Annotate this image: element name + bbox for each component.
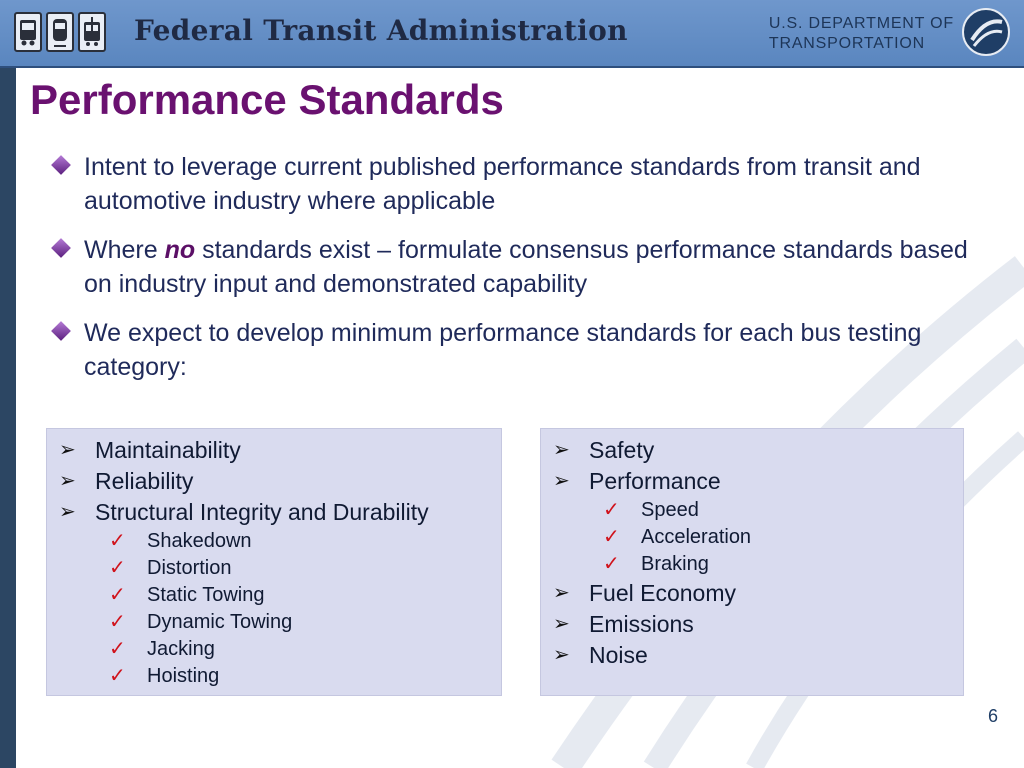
subcategory-label: Shakedown [147,530,252,552]
page-number: 6 [987,706,998,726]
tram-icon [78,12,106,52]
diamond-bullet-icon [51,238,71,258]
bullet-text-before: Where [84,236,165,264]
subcategory-item [541,497,963,524]
header-banner [0,0,1024,68]
arrow-bullet-icon: ➢ [553,613,570,635]
main-bullet-list [52,150,972,399]
bullet-emphasis: no [164,236,196,264]
subcategory-item [47,555,501,582]
category-label: Maintainability [95,437,241,463]
subcategory-item [47,528,501,555]
agency-name: Federal Transit Administration [134,14,628,47]
subcategory-item [541,524,963,551]
subcategory-item [47,582,501,609]
checkmark-icon: ✓ [109,557,126,579]
category-item [541,609,963,640]
checkmark-icon: ✓ [109,530,126,552]
category-item [541,578,963,609]
subcategory-item [541,551,963,578]
subcategory-label: Distortion [147,557,232,579]
category-item [541,640,963,671]
category-label: Noise [589,642,648,668]
diamond-bullet-icon [51,155,71,175]
bullet-item [52,233,972,301]
slide-title: Performance Standards [30,76,504,123]
dot-seal-icon [962,8,1010,56]
bullet-item [52,150,972,218]
category-label: Reliability [95,468,194,494]
dot-line-1: U.S. DEPARTMENT OF [768,15,954,32]
category-label: Safety [589,437,655,463]
subcategory-item [47,609,501,636]
dot-wordmark [769,14,954,54]
train-icon [46,12,74,52]
arrow-bullet-icon: ➢ [553,644,570,666]
category-item [541,435,963,466]
arrow-bullet-icon: ➢ [59,470,76,492]
subcategory-label: Jacking [147,638,215,660]
category-label: Emissions [589,611,694,637]
category-item [541,466,963,497]
subcategory-label: Speed [641,499,699,521]
dot-line-2: TRANSPORTATION [768,35,926,52]
checkmark-icon: ✓ [109,665,126,687]
arrow-bullet-icon: ➢ [59,501,76,523]
checkmark-icon: ✓ [603,553,620,575]
bus-icon [14,12,42,52]
category-label: Performance [589,468,721,494]
category-label: Fuel Economy [589,580,737,606]
subcategory-label: Dynamic Towing [147,611,293,633]
category-item [47,435,501,466]
category-item [47,497,501,528]
arrow-bullet-icon: ➢ [59,439,76,461]
category-item [47,466,501,497]
bullet-text-after: standards exist – formulate consensus performance standards based on industry input and demonstrated capability [84,236,968,298]
arrow-bullet-icon: ➢ [553,470,570,492]
subcategory-label: Braking [641,553,709,575]
subcategory-label: Hoisting [147,665,220,687]
arrow-bullet-icon: ➢ [553,582,570,604]
subcategory-item [47,636,501,663]
checkmark-icon: ✓ [603,499,620,521]
bullet-text: Intent to leverage current published performance standards from transit and automotive industry where applicable [84,153,921,215]
category-box-right [540,428,964,696]
arrow-bullet-icon: ➢ [553,439,570,461]
bullet-item [52,316,972,384]
category-label: Structural Integrity and Durability [95,499,429,525]
subcategory-label: Acceleration [641,526,752,548]
checkmark-icon: ✓ [603,526,620,548]
diamond-bullet-icon [51,321,71,341]
subcategory-label: Static Towing [147,584,265,606]
checkmark-icon: ✓ [109,584,126,606]
category-box-left [46,428,502,696]
left-accent-bar [0,68,16,768]
bullet-text: We expect to develop minimum performance standards for each bus testing category: [84,319,922,381]
checkmark-icon: ✓ [109,638,126,660]
transit-logo-group [14,12,106,54]
checkmark-icon: ✓ [109,611,126,633]
subcategory-item [47,663,501,690]
